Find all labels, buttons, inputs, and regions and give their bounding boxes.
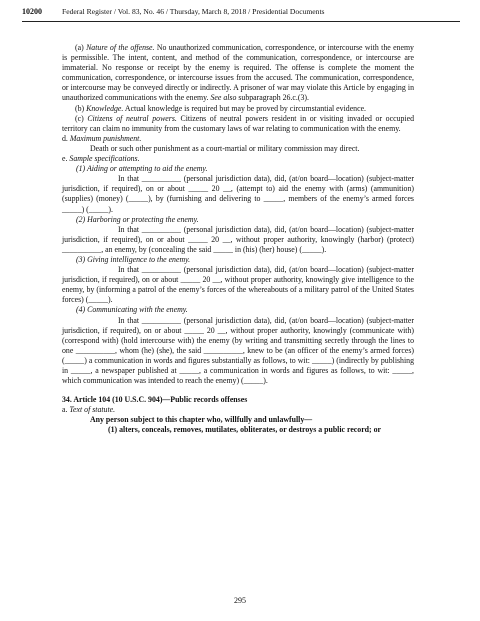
section-d-text: Death or such other punishment as a court-martial or military commission may direct. xyxy=(90,143,360,153)
statute-intro: Any person subject to this chapter who, willfully and unlawfully— xyxy=(90,415,313,425)
section-d-heading: d. Maximum punishment. xyxy=(62,133,142,143)
article-subheading: a. Text of statute. xyxy=(62,405,116,415)
paragraph-c: (c) Citizens of neutral powers. Citizens of neutral powers resident in or visiting invaded or occupied territory can claim no immunity from the customary laws of war relating to communication with the enemy. xyxy=(62,113,414,133)
spec-1-heading: (1) Aiding or attempting to aid the enemy. xyxy=(76,164,208,174)
paragraph-a: (a) Nature of the offense. No unauthorized communication, correspondence, or intercourse with the enemy is permissible. The intent, content, and method of the communication, correspondence, or intercourse are immaterial. No response or receipt by the enemy is required. The offense is complete the moment the communication, correspondence, or intercourse issues from the accused. The communication, correspondence, or intercourse may be conveyed directly or indirectly. A prisoner of war may violate this Article by engaging in unauthorized communications with the enemy. See also subparagraph 26.c.(3). xyxy=(62,43,414,103)
spec-4-heading: (4) Communicating with the enemy. xyxy=(76,305,188,315)
spec-4-text: In that __________ (personal jurisdiction data), did, (at/on board—location) (subject-matter jurisdiction, if required), on or about _____ 20 __, without proper authority, knowingly (communicate with) (correspond with) (hold intercourse with) the enemy (by writing and transmitting secretly through the lines to one __________, whom (he) (she), the said __________, knew to be (an officer of the enemy’s armed forces) (_____) a communication in words and figures substantially as follows, to wit: _____) (indirectly by publishing in _____, a newspaper published at _____, a communication in words and figures as follows, to wit: _____, which communication was intended to reach the enemy) (_____). xyxy=(62,315,414,386)
statute-clause-1: (1) alters, conceals, removes, mutilates, obliterates, or destroys a public record; or xyxy=(108,425,382,435)
paragraph-b: (b) Knowledge. Actual knowledge is required but may be proved by circumstantial evidence. xyxy=(75,103,367,113)
paragraph-a-heading: Nature of the offense. xyxy=(86,43,155,52)
header-rule xyxy=(22,21,460,22)
spec-3-heading: (3) Giving intelligence to the enemy. xyxy=(76,254,191,264)
spec-2-text: In that __________ (personal jurisdiction data), did, (at/on board—location) (subject-matter jurisdiction, if required), on or about _____ 20 __, without proper authority, knowingly (harbor) (protect) __________, an enemy, by (concealing the said _____ in (his) (her) house) (_____). xyxy=(62,224,414,254)
header-page-number: 10200 xyxy=(22,7,42,16)
running-header xyxy=(22,7,460,19)
document-body xyxy=(62,43,414,436)
spec-3-text: In that __________ (personal jurisdiction data), did, (at/on board—location) (subject-matter jurisdiction, if required), on or about _____ 20 __, without proper authority, knowingly give intelligence to the enemy, by (informing a patrol of the enemy’s forces of the whereabouts of a military patrol of the United States forces) (_____). xyxy=(62,265,414,305)
paragraph-b-heading: Knowledge. xyxy=(86,103,124,113)
section-e-heading: e. Sample specifications. xyxy=(62,154,140,164)
paragraph-c-heading: Citizens of neutral powers. xyxy=(87,113,177,123)
section-gap xyxy=(62,386,414,395)
article-heading: 34. Article 104 (10 U.S.C. 904)—Public records offenses xyxy=(62,395,248,405)
footer-page-number: 295 xyxy=(234,596,246,605)
spec-2-heading: (2) Harboring or protecting the enemy. xyxy=(76,214,199,224)
header-title: Federal Register / Vol. 83, No. 46 / Thursday, March 8, 2018 / Presidential Documents xyxy=(62,7,325,16)
spec-1-text: In that __________ (personal jurisdiction data), did, (at/on board—location) (subject-matter jurisdiction, if required), on or about _____ 20 __, (attempt to) aid the enemy with (arms) (ammunition) (supplies) (money) (_____), by (furnishing and delivering to _____, members of the enemy’s armed forces _____) (_____). xyxy=(62,174,414,214)
